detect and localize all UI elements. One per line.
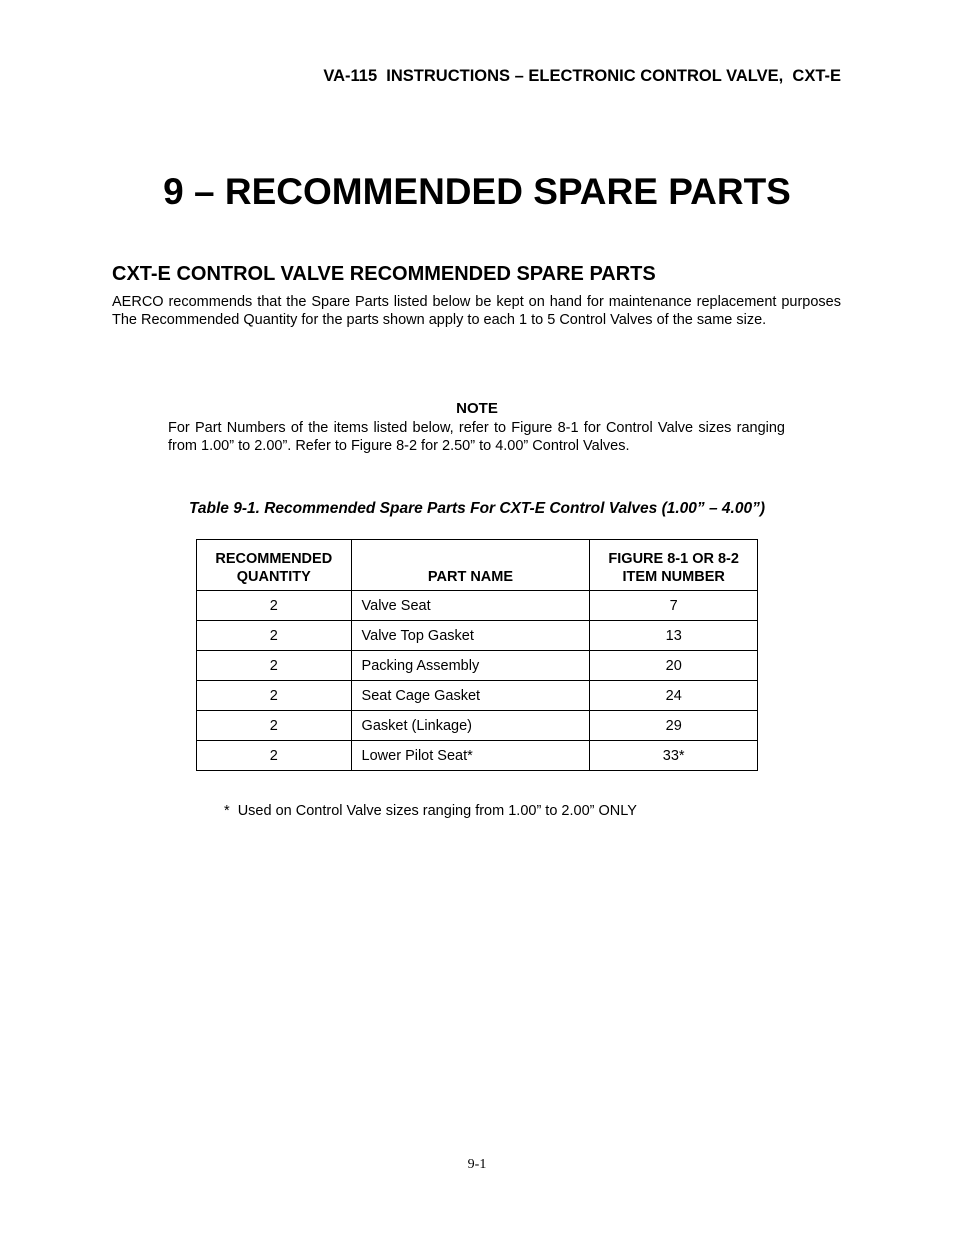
cell-quantity: 2 (197, 591, 352, 621)
header-item-line1: FIGURE 8-1 OR 8-2 (608, 551, 739, 567)
note-text: For Part Numbers of the items listed below, refer to Figure 8-1 for Control Valve sizes ranging from 1.00” to 2.00”. Refer to Figure 8-2 for 2.50” to 4.00” Control Valves. (168, 420, 785, 455)
table-row (197, 591, 758, 621)
header-recommended-quantity (197, 540, 352, 591)
cell-item-number: 29 (590, 711, 758, 741)
cell-item-number: 20 (590, 651, 758, 681)
cell-part-name: Seat Cage Gasket (351, 681, 590, 711)
cell-quantity: 2 (197, 681, 352, 711)
table-row (197, 651, 758, 681)
cell-item-number: 24 (590, 681, 758, 711)
cell-part-name: Valve Seat (351, 591, 590, 621)
spare-parts-table (196, 539, 758, 771)
cell-part-name: Packing Assembly (351, 651, 590, 681)
section-heading: CXT-E CONTROL VALVE RECOMMENDED SPARE PARTS (112, 263, 656, 285)
table-footnote: * Used on Control Valve sizes ranging from 1.00” to 2.00” ONLY (224, 803, 637, 819)
table-header-row (197, 540, 758, 591)
intro-paragraph: AERCO recommends that the Spare Parts listed below be kept on hand for maintenance replacement purposes The Recommended Quantity for the parts shown apply to each 1 to 5 Control Valves of the same size. (112, 294, 841, 329)
note-title: NOTE (456, 400, 498, 417)
cell-quantity: 2 (197, 651, 352, 681)
cell-part-name: Gasket (Linkage) (351, 711, 590, 741)
table-row (197, 681, 758, 711)
cell-quantity: 2 (197, 741, 352, 771)
chapter-title: 9 – RECOMMENDED SPARE PARTS (163, 171, 791, 212)
table-row (197, 711, 758, 741)
header-qty-line2: QUANTITY (236, 569, 311, 585)
table-caption: Table 9-1. Recommended Spare Parts For CXT-E Control Valves (1.00” – 4.00”) (189, 500, 765, 517)
cell-item-number: 13 (590, 621, 758, 651)
cell-quantity: 2 (197, 621, 352, 651)
header-qty-line1: RECOMMENDED (215, 551, 333, 567)
header-item-line2: ITEM NUMBER (622, 569, 725, 585)
table-row (197, 621, 758, 651)
cell-quantity: 2 (197, 711, 352, 741)
header-item-number (590, 540, 758, 591)
cell-part-name: Lower Pilot Seat* (351, 741, 590, 771)
cell-item-number: 33* (590, 741, 758, 771)
cell-part-name: Valve Top Gasket (351, 621, 590, 651)
table-row (197, 741, 758, 771)
cell-item-number: 7 (590, 591, 758, 621)
page-number: 9-1 (467, 1157, 487, 1172)
header-part-name: PART NAME (351, 540, 590, 591)
page-header: VA-115 INSTRUCTIONS – ELECTRONIC CONTROL VALVE, CXT-E (323, 67, 841, 85)
